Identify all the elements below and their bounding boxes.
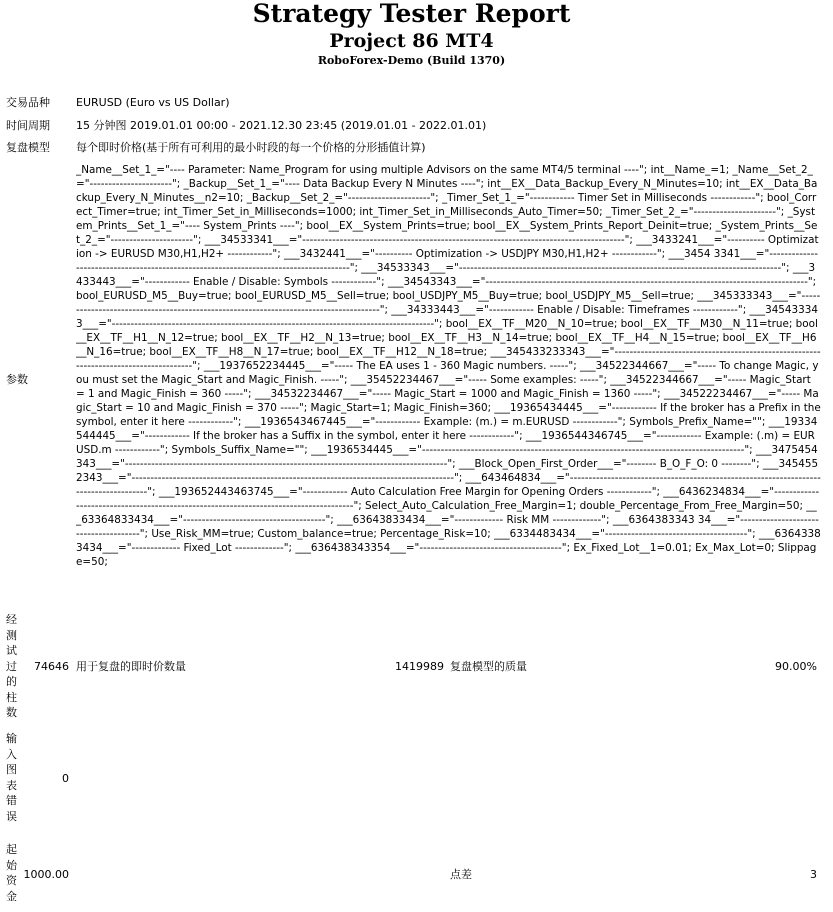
params-label: 参数 (6, 373, 28, 386)
deposit-label: 起始资金 (6, 843, 17, 903)
params-value: _Name__Set_1_="---- Parameter: Name_Program for using multiple Advisors on the same MT4/5 terminal ----"; int__Name_=1; _Name__Set_2_="----------------------"; _Backup__Set_1_="---- Data Backup Every N Minutes ----"; int__EX__Data_Backup_Every_N_Minutes=10; int__EX__Data_Backup_Every_N_Minutes__n2=10; _Backup__Set_2_="----------------------"; _Timer_Set_1_="------------ Timer Set in Milliseconds ------------"; bool_Correct_Timer=true; int_Timer_Set_in_Milliseconds=1000; int_Timer_Set_in_Milliseconds_Auto_Timer=50; _Timer_Set_2_="----------------------"; _System_Prints__Set_1_="---- System_Prints ----"; bool__EX__System_Prints=true; bool__EX__System_Prints_Report_Deinit=true; _System_Prints__Set_2_="----------------------"; ___34533341___="--------------------------------------------------------------------------------------"; ___3433241___="---------- Optimization -> EURUSD M30,H1,H2+ ------------"; ___3432441___="---------- Optimization -> USDJPY M30,H1,H2+ ------------"; ___3454 3341___="--------------------------------------------------------------------------------------"; ___34533343___="--------------------------------------------------------------------------------------"; ___3433443___="------------ Enable / Disable: Symbols ------------"; ___34543343___="--------------------------------------------------------------------------------------"; bool_EURUSD_M5__Buy=true; bool_EURUSD_M5__Sell=true; bool_USDJPY_M5__Buy=true; bool_USDJPY_M5__Sell=true; ___345333343___="--------------------------------------------------------------------------------------"; ___34333443___="------------ Enable / Disable: Timeframes ------------"; ___345433343___="--------------------------------------------------------------------------------------"; bool__EX__TF__M20__N_10=true; bool__EX__TF__M30__N_11=true; bool__EX__TF__H1__N_12=true; bool__EX__TF__H2__N_13=true; bool__EX__TF__H3__N_14=true; bool__EX__TF__H4__N_15=true; bool__EX__TF__H6__N_16=true; bool__EX__TF__H8__N_17=true; bool__EX__TF__H12__N_18=true; ___345433233343___="--------------------------------------------------------------------------------------"; ___1937652234445___="----- The EA uses 1 - 360 Magic numbers. -----"; ___34522344667___="----- To change Magic, you must set the Magic_Start and Magic_Finish. -----"; ___35452234467___="----- Some examples: -----"; ___34522344667___="----- Magic_Start = 1 and Magic_Finish = 360 -----"; ___34532234467___="----- Magic_Start = 1000 and Magic_Finish = 1360 -----"; ___34522234467___="----- Magic_Start = 10 and Magic_Finish = 370 -----"; Magic_Start=1; Magic_Finish=360; ___19365434445___="------------ If the broker has a Prefix in the symbol, enter it here ------------"; ___1936543467445___="------------ Example: (m.) = m.EURUSD ------------"; Symbols_Prefix_Name=""; ___19334544445___="------------ If the broker has a Suffix in the symbol, enter it here ------------"; ___1936544346745___="------------ Example: (.m) = EURUSD.m ------------"; Symbols_Suffix_Name=""; ___1936534445___="--------------------------------------------------------------------------------------"; ___3475454343___="--------------------------------------------------------------------------------------"; ___Block_Open_First_Order___="-------- B_O_F_O: 0 --------"; ___3454552343___="--------------------------------------------------------------------------------------"; ___643464834___="--------------------------------------------------------------------------------------"; ___193652443463745___="------------ Auto Calculation Free Margin for Opening Orders ------------"; ___6436234834___="--------------------------------------------------------------------------------------"; Select_Auto_Calculation_Free_Margin=1; double_Percentage_From_Free_Margin=50; ___63364833434___="--------------------------------------"; ___63643833434___="------------- Risk MM -------------"; ___6364383343 34___="--------------------------------------"; Use_Risk_MM=true; Custom_balance=true; Percentage_Risk=10; ___6334483434___="--------------------------------------"; ___63643383434___="------------- Fixed_Lot -------------"; ___636438343354___="--------------------------------------"; Ex_Fixed_Lot__1=0.01; Ex_Max_Lot=0; Slippage=50; (76, 164, 821, 568)
errors-label: 输入图表错误 (6, 732, 17, 823)
bars-value: 74646 (34, 660, 69, 673)
deposit-value: 1000.00 (23, 868, 69, 881)
report-title: Strategy Tester Report (252, 0, 571, 28)
period-value: 15 分钟图 2019.01.01 00:00 - 2021.12.30 23:45 (2019.01.01 - 2022.01.01) (76, 119, 487, 132)
symbol-label: 交易品种 (6, 96, 50, 109)
symbol-value: EURUSD (Euro vs US Dollar) (76, 96, 230, 109)
ticks-value: 1419989 (395, 660, 444, 673)
spread-label: 点差 (450, 868, 472, 881)
ticks-label: 用于复盘的即时价数量 (76, 660, 186, 673)
quality-value: 90.00% (775, 660, 817, 673)
quality-label: 复盘模型的质量 (450, 660, 527, 673)
bars-label: 经测试过的柱数 (6, 613, 17, 719)
errors-value: 0 (62, 772, 69, 785)
spread-value: 3 (810, 868, 817, 881)
broker-build: RoboForex-Demo (Build 1370) (317, 54, 506, 67)
model-value: 每个即时价格(基于所有可利用的最小时段的每一个价格的分形插值计算) (76, 141, 426, 154)
project-name: Project 86 MT4 (329, 30, 494, 52)
model-label: 复盘模型 (6, 141, 50, 154)
period-label: 时间周期 (6, 119, 50, 132)
